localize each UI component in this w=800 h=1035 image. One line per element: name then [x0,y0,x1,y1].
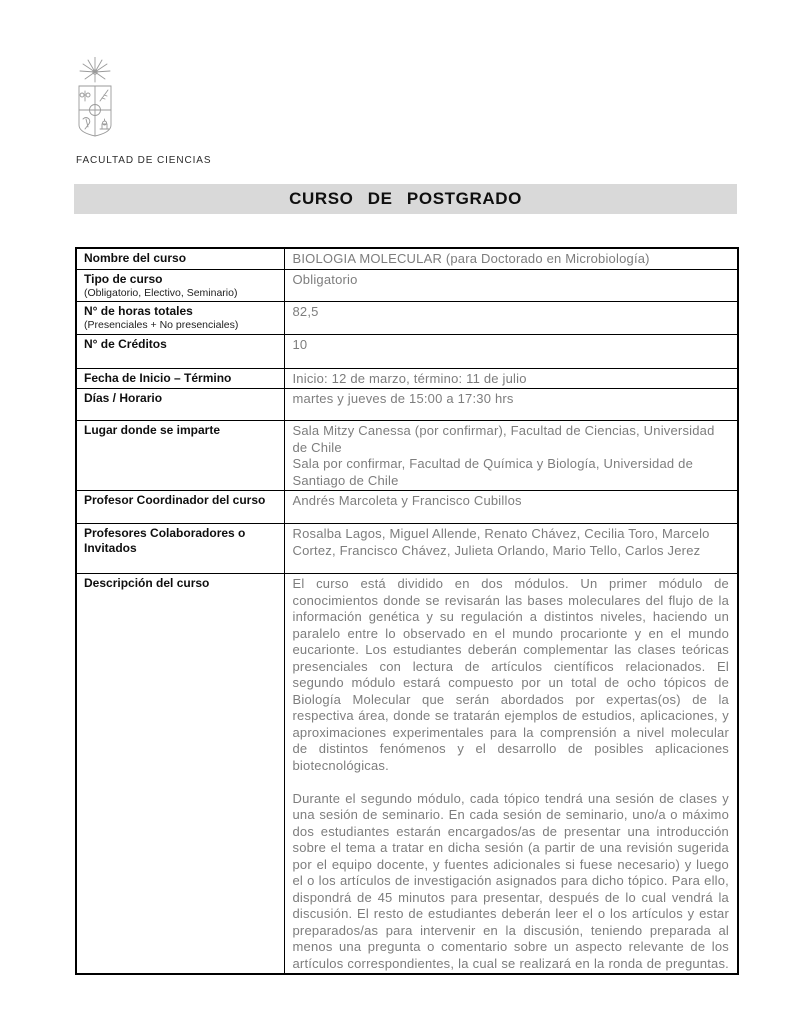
row-label-creditos: N° de Créditos [76,334,284,368]
table-row [76,301,738,334]
row-value-nombre-del-curso: BIOLOGIA MOLECULAR (para Doctorado en Microbiología) [284,248,738,269]
page-title: CURSO DE POSTGRADO [74,184,737,214]
row-value-creditos: 10 [284,334,738,368]
table-row [76,574,738,975]
row-value-tipo-de-curso: Obligatorio [284,269,738,301]
description-paragraph-1: El curso está dividido en dos módulos. Un primer módulo de conocimientos donde se revisarán las bases moleculares del flujo de la información genética y su regulación a distintos niveles, haciendo un paralelo entre lo observado en el mundo procarionte y en el mundo eucarionte. Los estudiantes deberán complementar las clases teóricas presenciales con lectura de artículos científicos relacionados. El segundo módulo estará compuesto por un total de ocho tópicos de Biología Molecular que serán abordados por expertas(os) de la respectiva área, donde se tratarán ejemplos de estudios, aplicaciones, y aproximaciones experimentales para la comprensión a nivel molecular de distintos fenómenos y el desarrollo de posibles aplicaciones biotecnológicas. [292,576,729,773]
table-row [76,334,738,368]
table-row [76,389,738,421]
university-crest-icon [71,57,119,143]
row-value-profesor-coordinador: Andrés Marcoleta y Francisco Cubillos [284,491,738,524]
row-value-profesores-colaboradores: Rosalba Lagos, Miguel Allende, Renato Chávez, Cecilia Toro, Marcelo Cortez, Francisco Chávez, Julieta Orlando, Mario Tello, Carlos Jerez [284,524,738,574]
row-value-dias-horario: martes y jueves de 15:00 a 17:30 hrs [284,389,738,421]
row-value-fecha-inicio-termino: Inicio: 12 de marzo, término: 11 de julio [284,368,738,389]
course-info-table [75,247,739,975]
table-row [76,524,738,574]
row-value-descripcion [284,574,738,975]
faculty-label: FACULTAD DE CIENCIAS [76,155,212,166]
row-label-profesor-coordinador: Profesor Coordinador del curso [76,491,284,524]
row-label-dias-horario: Días / Horario [76,389,284,421]
row-value-lugar: Sala Mitzy Canessa (por confirmar), Facultad de Ciencias, Universidad de Chile Sala por confirmar, Facultad de Química y Biología, Universidad de Santiago de Chile [284,421,738,491]
row-label-tipo-de-curso: Tipo de curso (Obligatorio, Electivo, Seminario) [76,269,284,301]
row-label-lugar: Lugar donde se imparte [76,421,284,491]
row-label-fecha-inicio-termino: Fecha de Inicio – Término [76,368,284,389]
row-value-horas-totales: 82,5 [284,301,738,334]
table-row [76,368,738,389]
university-crest-logo [71,57,119,148]
table-row [76,491,738,524]
table-row [76,421,738,491]
table-row [76,269,738,301]
row-label-profesores-colaboradores: Profesores Colaboradores o Invitados [76,524,284,574]
row-label-horas-totales: N° de horas totales (Presenciales + No presenciales) [76,301,284,334]
table-row [76,248,738,269]
row-label-nombre-del-curso: Nombre del curso [76,248,284,269]
description-paragraph-2: Durante el segundo módulo, cada tópico tendrá una sesión de clases y una sesión de seminario. En cada sesión de seminario, uno/a o máximo dos estudiantes estarán encargados/as de presentar una introducción sobre el tema a tratar en dicha sesión (a partir de una revisión sugerida por el equipo docente, y fuentes adicionales si fuese necesario) y luego el o los artículos de investigación asignados para dicho tópico. Para ello, dispondrá de 45 minutos para presentar, después de lo cual vendrá la discusión. El resto de estudiantes deberán leer el o los artículos y estar preparados/as para intervenir en la discusión, teniendo preparada al menos una pregunta o comentario sobre un aspecto relevante de los artículos correspondientes, la cual se realizará en la ronda de preguntas. [292,790,729,971]
row-label-descripcion: Descripción del curso [76,574,284,975]
